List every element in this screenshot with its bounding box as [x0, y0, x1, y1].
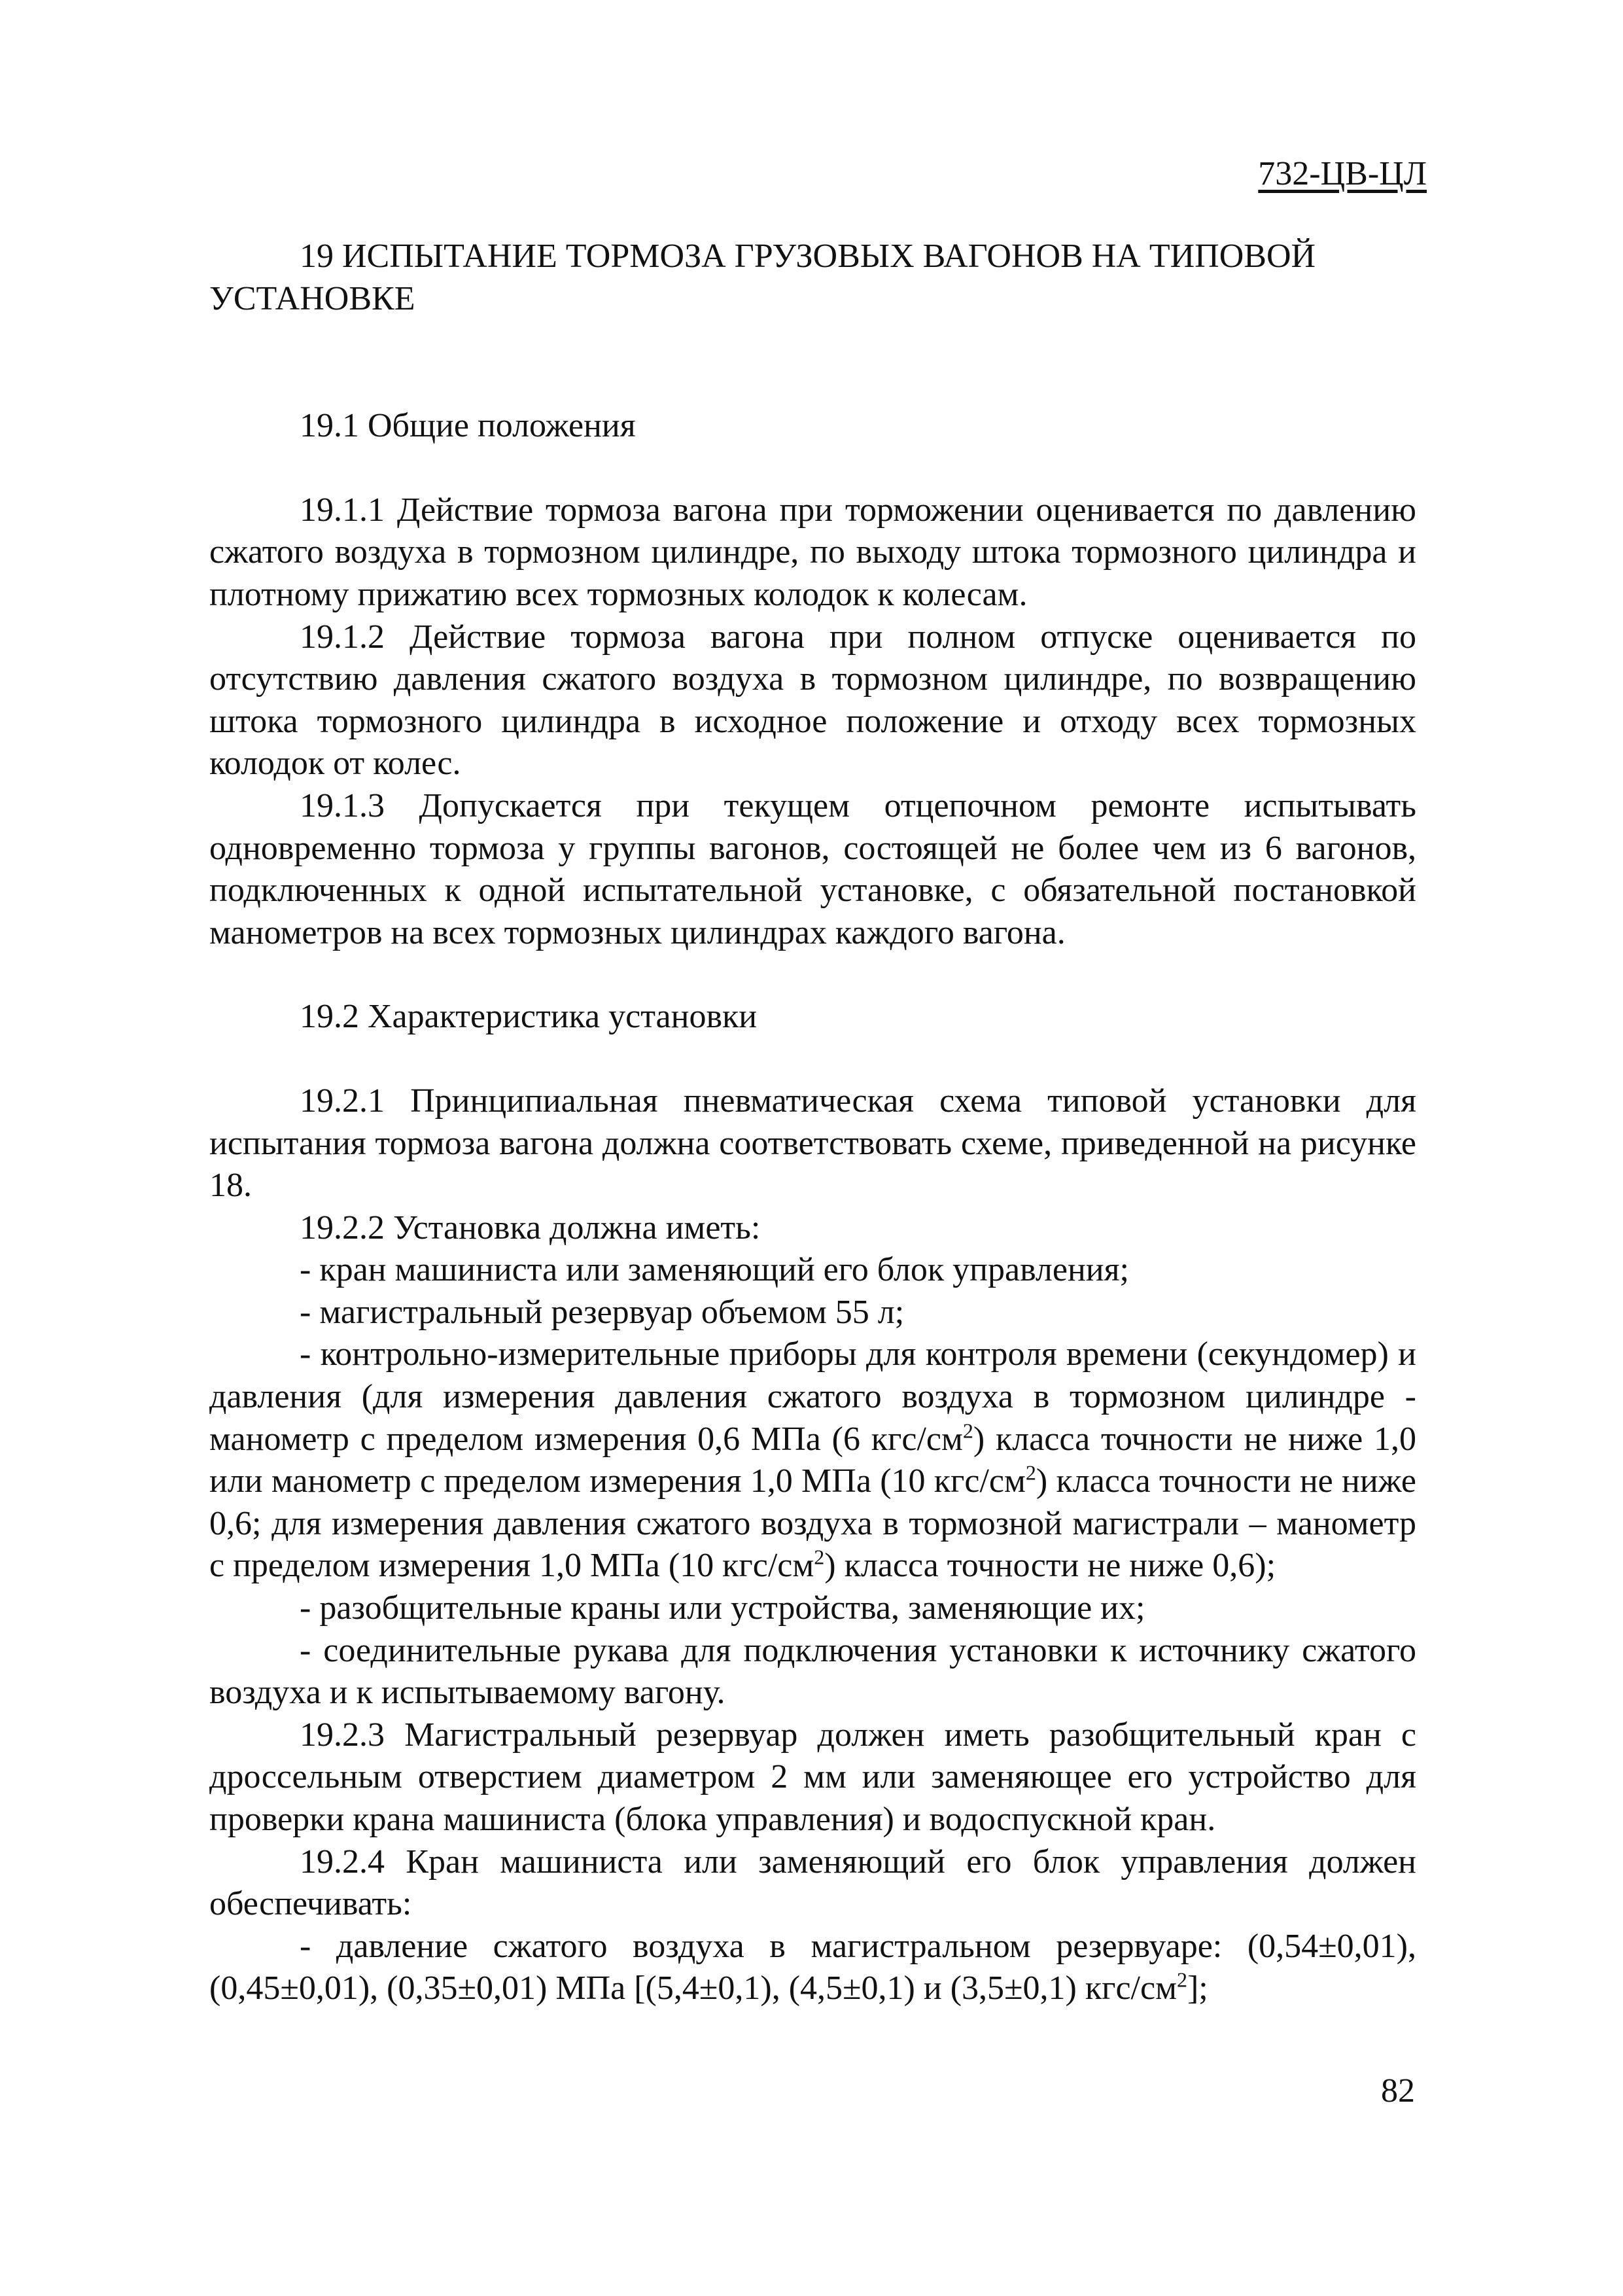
paragraph-19-2-3: 19.2.3 Магистральный резервуар должен иметь разобщительный кран с дроссельным отверстием диаметром 2 мм или заменяющее его устройство для проверки крана машиниста (блока управления) и водоспускной кран.: [209, 1716, 1416, 1838]
pressure-text-1: - давление сжатого воздуха в магистральном резервуаре: (0,54±0,01), (0,45±0,01), (0,35±0,01) МПа [(5,4±0,1), (4,5±0,1) и (3,5±0,1) кгс/см: [209, 1927, 1416, 2007]
paragraph-19-2-1: 19.2.1 Принципиальная пневматическая схема типовой установки для испытания тормоза вагона должна соответствовать схеме, приведенной на рисунке 18.: [209, 1082, 1416, 1205]
list-item-hoses: - соединительные рукава для подключения установки к источнику сжатого воздуха и к испытываемому вагону.: [209, 1631, 1416, 1712]
list-item-main-reservoir: - магистральный резервуар объемом 55 л;: [300, 1293, 905, 1331]
paragraph-19-2-2: 19.2.2 Установка должна иметь:: [300, 1209, 761, 1246]
paragraph-19-1-2: 19.1.2 Действие тормоза вагона при полном отпуске оценивается по отсутствию давления сжатого воздуха в тормозном цилиндре, по возвращению штока тормозного цилиндра в исходное положение и отходу всех тормозных колодок от колес.: [209, 618, 1416, 783]
section-heading-19-2: 19.2 Характеристика установки: [300, 998, 758, 1036]
list-item-pressure: [209, 1926, 1416, 2010]
superscript-2: 2: [1176, 1968, 1187, 1992]
document-code: 732-ЦВ-ЦЛ: [1258, 155, 1427, 192]
list-item-isolating-valves: - разобщительные краны или устройства, заменяющие их;: [300, 1589, 1145, 1627]
instruments-text-4: ) класса точности не ниже 0,6);: [824, 1547, 1276, 1585]
superscript-2: 2: [814, 1545, 825, 1570]
instruments-text-3: ) класса точности не ниже 0,6; для измерения давления сжатого воздуха в тормозной магистрали – манометр с пределом измерения 1,0 МПа (10 кгс/см: [209, 1462, 1416, 1585]
superscript-2: 2: [1025, 1460, 1036, 1485]
chapter-title: 19 ИСПЫТАНИЕ ТОРМОЗА ГРУЗОВЫХ ВАГОНОВ НА ТИПОВОЙ УСТАНОВКЕ: [209, 238, 1316, 317]
paragraph-19-1-1: 19.1.1 Действие тормоза вагона при торможении оценивается по давлению сжатого воздуха в тормозном цилиндре, по выходу штока тормозного цилиндра и плотному прижатию всех тормозных колодок к колесам.: [209, 491, 1416, 613]
instruments-text-2: ) класса точности не ниже 1,0 или манометр с пределом измерения 1,0 МПа (10 кгс/см: [209, 1420, 1416, 1500]
section-heading-19-1: 19.1 Общие положения: [300, 407, 636, 445]
paragraph-19-1-3: 19.1.3 Допускается при текущем отцепочном ремонте испытывать одновременно тормоза у группы вагонов, состоящей не более чем из 6 вагонов, подключенных к одной испытательной установке, с обязательной постановкой манометров на всех тормозных цилиндрах каждого вагона.: [209, 786, 1416, 951]
list-item-driver-valve: - кран машиниста или заменяющий его блок управления;: [300, 1251, 1129, 1289]
superscript-2: 2: [962, 1419, 973, 1443]
pressure-text-2: ];: [1187, 1969, 1208, 2007]
paragraph-19-2-4: 19.2.4 Кран машиниста или заменяющий его блок управления должен обеспечивать:: [209, 1843, 1416, 1923]
page-body: [209, 236, 1416, 2010]
instruments-text-1: - контрольно-измерительные приборы для контроля времени (секундомер) и давления (для измерения давления сжатого воздуха в тормозном цилиндре - манометр с пределом измерения 0,6 МПа (6 кгс/см: [209, 1335, 1416, 1458]
list-item-instruments: [209, 1333, 1416, 1587]
page-number: 82: [1381, 2072, 1415, 2110]
